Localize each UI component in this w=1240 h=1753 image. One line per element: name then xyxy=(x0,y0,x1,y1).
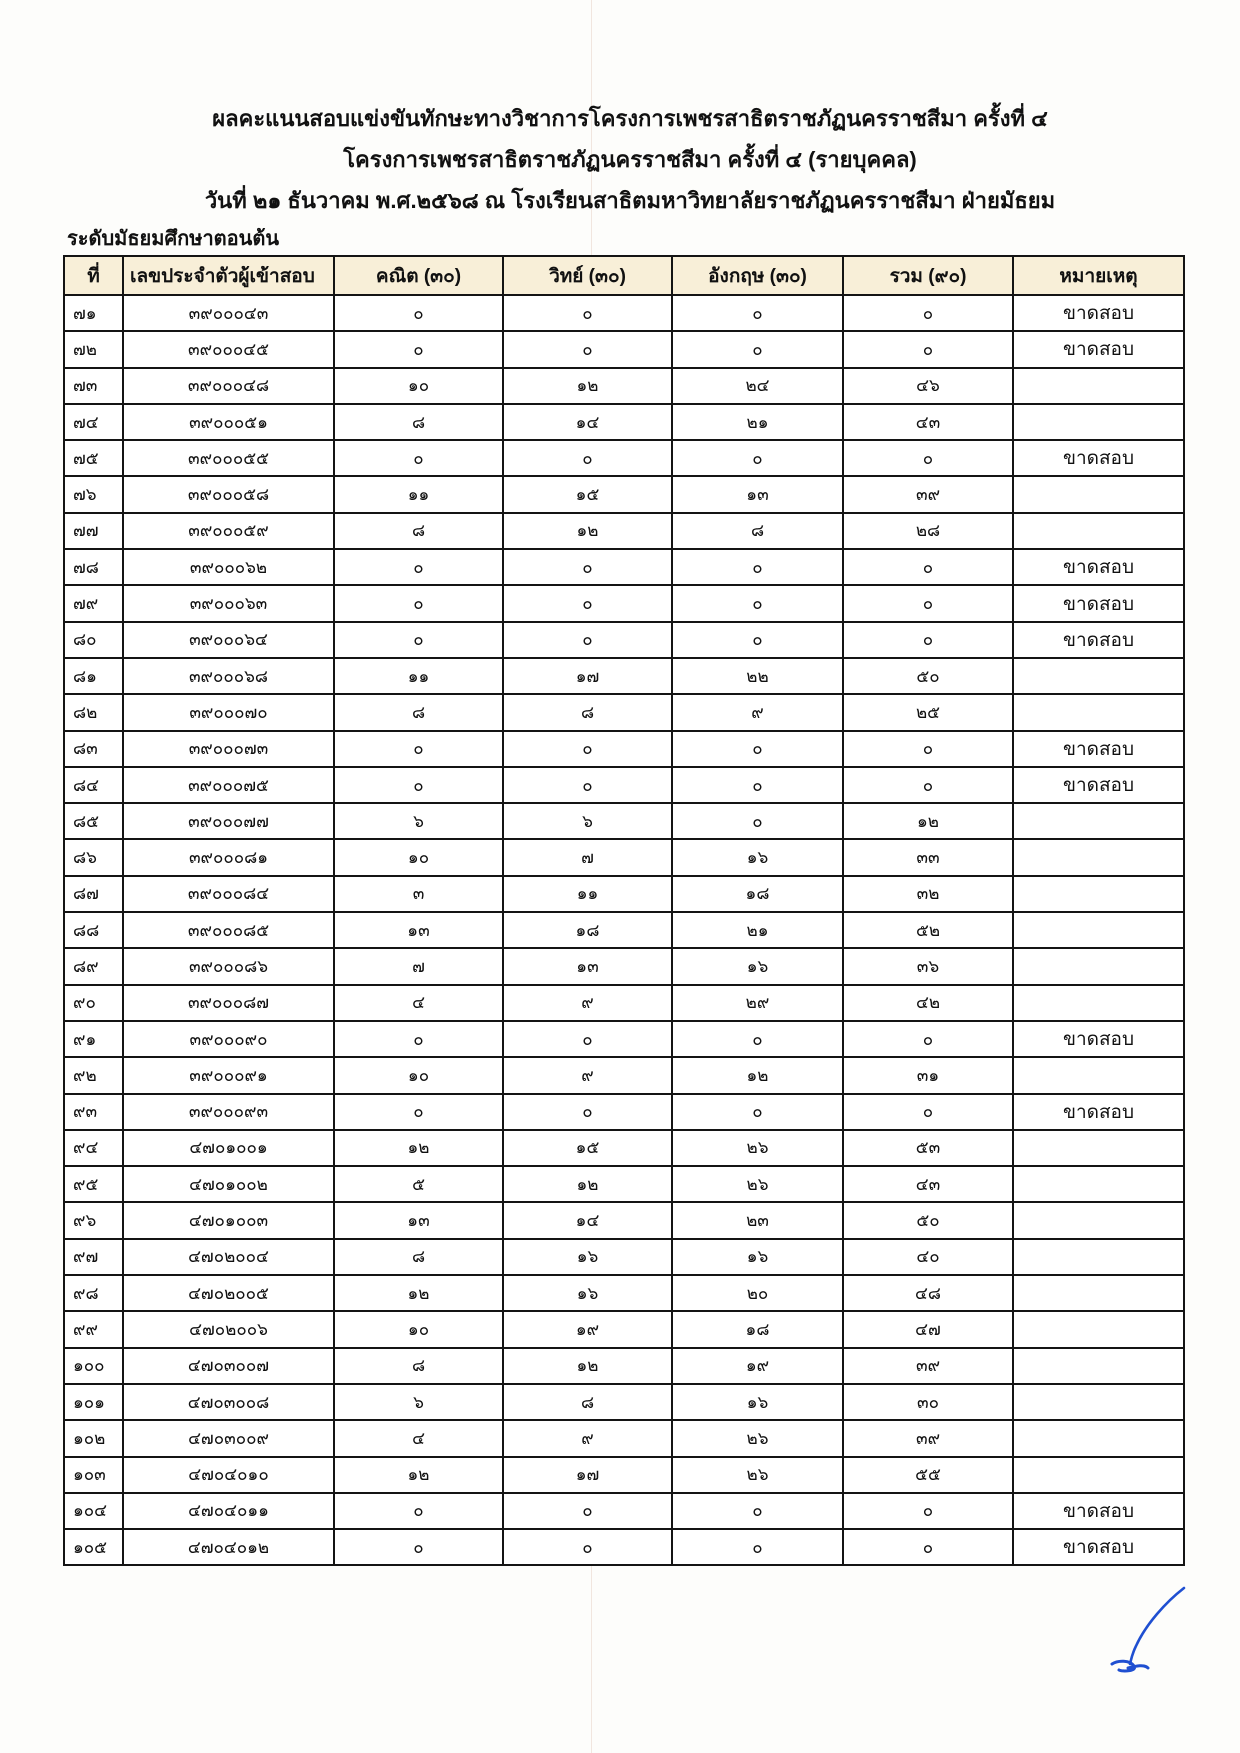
cell-total: ๒๘ xyxy=(843,513,1013,549)
cell-exam-id: ๔๗๐๓๐๐๙ xyxy=(123,1420,334,1456)
table-row xyxy=(64,985,1184,1021)
cell-exam-id: ๓๙๐๐๐๔๓ xyxy=(123,295,334,331)
table-row xyxy=(64,295,1184,331)
cell-no: ๙๘ xyxy=(64,1275,123,1311)
cell-math: ๑๒ xyxy=(334,1457,503,1493)
cell-math: ๔ xyxy=(334,985,503,1021)
cell-remark xyxy=(1013,694,1184,730)
cell-no: ๗๒ xyxy=(64,331,123,367)
cell-exam-id: ๓๙๐๐๐๙๓ xyxy=(123,1094,334,1130)
cell-total: ๕๓ xyxy=(843,1130,1013,1166)
cell-total: ๐ xyxy=(843,622,1013,658)
table-row xyxy=(64,1348,1184,1384)
cell-remark xyxy=(1013,1457,1184,1493)
cell-math: ๑๐ xyxy=(334,1057,503,1093)
cell-english: ๑๙ xyxy=(672,1348,843,1384)
cell-remark: ขาดสอบ xyxy=(1013,622,1184,658)
cell-science: ๑๕ xyxy=(503,476,672,512)
cell-total: ๕๒ xyxy=(843,912,1013,948)
cell-math: ๘ xyxy=(334,513,503,549)
cell-no: ๗๕ xyxy=(64,440,123,476)
cell-remark: ขาดสอบ xyxy=(1013,1094,1184,1130)
cell-total: ๐ xyxy=(843,1094,1013,1130)
cell-science: ๑๒ xyxy=(503,1166,672,1202)
cell-english: ๐ xyxy=(672,440,843,476)
cell-science: ๐ xyxy=(503,440,672,476)
column-header-no: ที่ xyxy=(64,256,123,295)
cell-no: ๗๙ xyxy=(64,585,123,621)
cell-math: ๐ xyxy=(334,731,503,767)
cell-total: ๕๐ xyxy=(843,1202,1013,1238)
cell-remark xyxy=(1013,948,1184,984)
cell-no: ๗๘ xyxy=(64,549,123,585)
cell-no: ๑๐๑ xyxy=(64,1384,123,1420)
cell-no: ๑๐๒ xyxy=(64,1420,123,1456)
cell-remark xyxy=(1013,1130,1184,1166)
cell-science: ๑๖ xyxy=(503,1275,672,1311)
cell-exam-id: ๓๙๐๐๐๗๓ xyxy=(123,731,334,767)
table-row xyxy=(64,1493,1184,1529)
cell-math: ๖ xyxy=(334,1384,503,1420)
cell-science: ๑๑ xyxy=(503,876,672,912)
cell-exam-id: ๓๙๐๐๐๘๑ xyxy=(123,839,334,875)
table-row xyxy=(64,513,1184,549)
cell-science: ๖ xyxy=(503,803,672,839)
cell-science: ๑๗ xyxy=(503,1457,672,1493)
cell-english: ๒๓ xyxy=(672,1202,843,1238)
table-row xyxy=(64,476,1184,512)
cell-exam-id: ๔๗๐๔๐๑๑ xyxy=(123,1493,334,1529)
cell-remark xyxy=(1013,912,1184,948)
cell-english: ๒๖ xyxy=(672,1457,843,1493)
column-header-english: อังกฤษ (๓๐) xyxy=(672,256,843,295)
cell-total: ๐ xyxy=(843,1021,1013,1057)
table-row xyxy=(64,331,1184,367)
cell-exam-id: ๓๙๐๐๐๗๗ xyxy=(123,803,334,839)
cell-math: ๘ xyxy=(334,694,503,730)
cell-total: ๓๓ xyxy=(843,839,1013,875)
cell-total: ๐ xyxy=(843,767,1013,803)
table-row xyxy=(64,368,1184,404)
table-row xyxy=(64,440,1184,476)
cell-science: ๙ xyxy=(503,1057,672,1093)
cell-exam-id: ๔๗๐๑๐๐๓ xyxy=(123,1202,334,1238)
cell-remark: ขาดสอบ xyxy=(1013,1021,1184,1057)
table-row xyxy=(64,912,1184,948)
cell-remark xyxy=(1013,985,1184,1021)
cell-exam-id: ๓๙๐๐๐๖๓ xyxy=(123,585,334,621)
cell-science: ๐ xyxy=(503,331,672,367)
cell-math: ๕ xyxy=(334,1166,503,1202)
cell-no: ๙๙ xyxy=(64,1311,123,1347)
cell-math: ๐ xyxy=(334,622,503,658)
cell-remark: ขาดสอบ xyxy=(1013,585,1184,621)
cell-math: ๑๐ xyxy=(334,839,503,875)
cell-english: ๒๐ xyxy=(672,1275,843,1311)
cell-total: ๐ xyxy=(843,585,1013,621)
cell-total: ๓๐ xyxy=(843,1384,1013,1420)
cell-english: ๙ xyxy=(672,694,843,730)
cell-english: ๐ xyxy=(672,622,843,658)
table-row xyxy=(64,1420,1184,1456)
cell-science: ๙ xyxy=(503,985,672,1021)
cell-english: ๒๑ xyxy=(672,404,843,440)
column-header-science: วิทย์ (๓๐) xyxy=(503,256,672,295)
cell-remark xyxy=(1013,368,1184,404)
cell-total: ๐ xyxy=(843,331,1013,367)
cell-exam-id: ๔๗๐๒๐๐๔ xyxy=(123,1239,334,1275)
column-header-remark: หมายเหตุ xyxy=(1013,256,1184,295)
cell-total: ๑๒ xyxy=(843,803,1013,839)
cell-exam-id: ๔๗๐๔๐๑๒ xyxy=(123,1529,334,1565)
cell-total: ๐ xyxy=(843,549,1013,585)
cell-no: ๙๑ xyxy=(64,1021,123,1057)
cell-english: ๒๖ xyxy=(672,1130,843,1166)
cell-remark xyxy=(1013,1166,1184,1202)
signature-icon xyxy=(1100,1580,1190,1675)
table-row xyxy=(64,876,1184,912)
cell-english: ๑๒ xyxy=(672,1057,843,1093)
cell-exam-id: ๓๙๐๐๐๔๕ xyxy=(123,331,334,367)
cell-no: ๘๗ xyxy=(64,876,123,912)
cell-math: ๑๓ xyxy=(334,1202,503,1238)
cell-science: ๑๙ xyxy=(503,1311,672,1347)
cell-total: ๔๓ xyxy=(843,1166,1013,1202)
cell-remark: ขาดสอบ xyxy=(1013,331,1184,367)
cell-no: ๑๐๕ xyxy=(64,1529,123,1565)
cell-math: ๑๒ xyxy=(334,1130,503,1166)
cell-no: ๘๖ xyxy=(64,839,123,875)
cell-no: ๘๑ xyxy=(64,658,123,694)
cell-math: ๐ xyxy=(334,1021,503,1057)
cell-english: ๑๖ xyxy=(672,948,843,984)
section-label: ระดับมัธยมศึกษาตอนต้น xyxy=(67,228,280,250)
cell-math: ๘ xyxy=(334,1239,503,1275)
cell-english: ๐ xyxy=(672,331,843,367)
cell-english: ๐ xyxy=(672,1493,843,1529)
cell-remark xyxy=(1013,476,1184,512)
cell-exam-id: ๔๗๐๑๐๐๒ xyxy=(123,1166,334,1202)
table-row xyxy=(64,658,1184,694)
cell-math: ๑๑ xyxy=(334,658,503,694)
document-header xyxy=(0,98,1240,221)
cell-english: ๐ xyxy=(672,767,843,803)
cell-no: ๗๑ xyxy=(64,295,123,331)
cell-total: ๓๒ xyxy=(843,876,1013,912)
cell-science: ๙ xyxy=(503,1420,672,1456)
cell-total: ๔๒ xyxy=(843,985,1013,1021)
cell-math: ๐ xyxy=(334,585,503,621)
cell-no: ๑๐๔ xyxy=(64,1493,123,1529)
cell-no: ๗๔ xyxy=(64,404,123,440)
cell-math: ๑๒ xyxy=(334,1275,503,1311)
table-row xyxy=(64,839,1184,875)
cell-science: ๐ xyxy=(503,622,672,658)
table-row xyxy=(64,622,1184,658)
cell-math: ๐ xyxy=(334,331,503,367)
cell-remark xyxy=(1013,513,1184,549)
cell-total: ๓๖ xyxy=(843,948,1013,984)
cell-total: ๓๙ xyxy=(843,1420,1013,1456)
cell-science: ๐ xyxy=(503,731,672,767)
cell-exam-id: ๔๗๐๑๐๐๑ xyxy=(123,1130,334,1166)
cell-science: ๐ xyxy=(503,295,672,331)
cell-no: ๗๓ xyxy=(64,368,123,404)
cell-total: ๔๘ xyxy=(843,1275,1013,1311)
cell-no: ๙๒ xyxy=(64,1057,123,1093)
cell-no: ๙๗ xyxy=(64,1239,123,1275)
cell-total: ๓๑ xyxy=(843,1057,1013,1093)
cell-exam-id: ๔๗๐๒๐๐๖ xyxy=(123,1311,334,1347)
cell-math: ๑๑ xyxy=(334,476,503,512)
score-table-body xyxy=(64,295,1184,1565)
cell-exam-id: ๓๙๐๐๐๘๕ xyxy=(123,912,334,948)
cell-no: ๘๒ xyxy=(64,694,123,730)
cell-english: ๑๘ xyxy=(672,1311,843,1347)
cell-exam-id: ๓๙๐๐๐๔๘ xyxy=(123,368,334,404)
cell-exam-id: ๓๙๐๐๐๙๑ xyxy=(123,1057,334,1093)
cell-english: ๒๙ xyxy=(672,985,843,1021)
cell-remark: ขาดสอบ xyxy=(1013,1529,1184,1565)
cell-remark xyxy=(1013,1202,1184,1238)
cell-remark xyxy=(1013,658,1184,694)
cell-english: ๐ xyxy=(672,1021,843,1057)
table-row xyxy=(64,1166,1184,1202)
cell-science: ๗ xyxy=(503,839,672,875)
cell-english: ๐ xyxy=(672,585,843,621)
cell-math: ๘ xyxy=(334,1348,503,1384)
cell-no: ๘๘ xyxy=(64,912,123,948)
cell-no: ๘๐ xyxy=(64,622,123,658)
score-table xyxy=(63,255,1185,1566)
cell-science: ๑๒ xyxy=(503,368,672,404)
cell-exam-id: ๓๙๐๐๐๖๒ xyxy=(123,549,334,585)
cell-english: ๐ xyxy=(672,731,843,767)
cell-no: ๑๐๓ xyxy=(64,1457,123,1493)
cell-exam-id: ๓๙๐๐๐๗๕ xyxy=(123,767,334,803)
cell-science: ๐ xyxy=(503,1529,672,1565)
cell-exam-id: ๓๙๐๐๐๖๘ xyxy=(123,658,334,694)
cell-exam-id: ๓๙๐๐๐๕๕ xyxy=(123,440,334,476)
cell-remark xyxy=(1013,876,1184,912)
cell-exam-id: ๔๗๐๔๐๑๐ xyxy=(123,1457,334,1493)
cell-total: ๐ xyxy=(843,1529,1013,1565)
cell-exam-id: ๓๙๐๐๐๘๔ xyxy=(123,876,334,912)
cell-no: ๙๓ xyxy=(64,1094,123,1130)
cell-science: ๐ xyxy=(503,1021,672,1057)
cell-total: ๔๓ xyxy=(843,404,1013,440)
cell-english: ๒๑ xyxy=(672,912,843,948)
table-row xyxy=(64,1057,1184,1093)
cell-math: ๔ xyxy=(334,1420,503,1456)
cell-english: ๐ xyxy=(672,1094,843,1130)
cell-total: ๒๕ xyxy=(843,694,1013,730)
table-row xyxy=(64,767,1184,803)
cell-english: ๐ xyxy=(672,295,843,331)
cell-no: ๙๕ xyxy=(64,1166,123,1202)
cell-no: ๘๔ xyxy=(64,767,123,803)
cell-exam-id: ๓๙๐๐๐๙๐ xyxy=(123,1021,334,1057)
cell-no: ๘๙ xyxy=(64,948,123,984)
cell-english: ๐ xyxy=(672,1529,843,1565)
cell-remark xyxy=(1013,839,1184,875)
cell-science: ๑๕ xyxy=(503,1130,672,1166)
cell-science: ๑๒ xyxy=(503,513,672,549)
cell-exam-id: ๓๙๐๐๐๕๙ xyxy=(123,513,334,549)
cell-no: ๙๔ xyxy=(64,1130,123,1166)
cell-math: ๓ xyxy=(334,876,503,912)
cell-english: ๑๓ xyxy=(672,476,843,512)
cell-english: ๒๖ xyxy=(672,1420,843,1456)
cell-remark xyxy=(1013,1348,1184,1384)
cell-english: ๑๖ xyxy=(672,839,843,875)
cell-math: ๐ xyxy=(334,1094,503,1130)
column-header-math: คณิต (๓๐) xyxy=(334,256,503,295)
cell-total: ๐ xyxy=(843,295,1013,331)
table-row xyxy=(64,1275,1184,1311)
cell-exam-id: ๓๙๐๐๐๘๗ xyxy=(123,985,334,1021)
cell-no: ๘๓ xyxy=(64,731,123,767)
cell-math: ๐ xyxy=(334,440,503,476)
cell-science: ๘ xyxy=(503,694,672,730)
cell-no: ๑๐๐ xyxy=(64,1348,123,1384)
cell-english: ๒๔ xyxy=(672,368,843,404)
cell-science: ๐ xyxy=(503,1493,672,1529)
table-row xyxy=(64,1457,1184,1493)
table-row xyxy=(64,1311,1184,1347)
cell-no: ๗๗ xyxy=(64,513,123,549)
cell-remark: ขาดสอบ xyxy=(1013,440,1184,476)
cell-total: ๕๐ xyxy=(843,658,1013,694)
cell-math: ๖ xyxy=(334,803,503,839)
cell-remark xyxy=(1013,1057,1184,1093)
cell-exam-id: ๓๙๐๐๐๕๘ xyxy=(123,476,334,512)
column-header-total: รวม (๙๐) xyxy=(843,256,1013,295)
cell-total: ๐ xyxy=(843,1493,1013,1529)
cell-science: ๐ xyxy=(503,767,672,803)
cell-no: ๘๕ xyxy=(64,803,123,839)
table-row xyxy=(64,1202,1184,1238)
cell-english: ๒๒ xyxy=(672,658,843,694)
cell-english: ๐ xyxy=(672,549,843,585)
cell-remark xyxy=(1013,1420,1184,1456)
cell-science: ๑๗ xyxy=(503,658,672,694)
cell-math: ๐ xyxy=(334,295,503,331)
cell-no: ๙๖ xyxy=(64,1202,123,1238)
cell-total: ๔๐ xyxy=(843,1239,1013,1275)
table-row xyxy=(64,731,1184,767)
cell-exam-id: ๓๙๐๐๐๖๔ xyxy=(123,622,334,658)
cell-total: ๓๙ xyxy=(843,1348,1013,1384)
cell-science: ๐ xyxy=(503,585,672,621)
cell-math: ๐ xyxy=(334,1493,503,1529)
cell-exam-id: ๔๗๐๓๐๐๗ xyxy=(123,1348,334,1384)
cell-english: ๑๖ xyxy=(672,1384,843,1420)
cell-math: ๘ xyxy=(334,404,503,440)
cell-science: ๑๓ xyxy=(503,948,672,984)
cell-total: ๔๖ xyxy=(843,368,1013,404)
cell-no: ๙๐ xyxy=(64,985,123,1021)
cell-remark xyxy=(1013,1275,1184,1311)
cell-science: ๑๔ xyxy=(503,1202,672,1238)
cell-science: ๘ xyxy=(503,1384,672,1420)
cell-exam-id: ๔๗๐๓๐๐๘ xyxy=(123,1384,334,1420)
cell-total: ๐ xyxy=(843,731,1013,767)
cell-science: ๑๔ xyxy=(503,404,672,440)
cell-remark xyxy=(1013,803,1184,839)
cell-science: ๑๘ xyxy=(503,912,672,948)
cell-english: ๐ xyxy=(672,803,843,839)
table-row xyxy=(64,1239,1184,1275)
table-row xyxy=(64,1021,1184,1057)
cell-math: ๐ xyxy=(334,549,503,585)
cell-no: ๗๖ xyxy=(64,476,123,512)
cell-math: ๑๐ xyxy=(334,368,503,404)
table-row xyxy=(64,1130,1184,1166)
document-subtitle: โครงการเพชรสาธิตราชภัฏนครราชสีมา ครั้งที่ ๔ (รายบุคคล) xyxy=(343,147,917,172)
cell-science: ๑๖ xyxy=(503,1239,672,1275)
cell-total: ๐ xyxy=(843,440,1013,476)
cell-remark xyxy=(1013,404,1184,440)
cell-remark xyxy=(1013,1239,1184,1275)
table-row xyxy=(64,1529,1184,1565)
cell-english: ๑๘ xyxy=(672,876,843,912)
document-date-venue: วันที่ ๒๑ ธันวาคม พ.ศ.๒๕๖๘ ณ โรงเรียนสาธิตมหาวิทยาลัยราชภัฏนครราชสีมา ฝ่ายมัธยม xyxy=(204,188,1056,213)
cell-remark: ขาดสอบ xyxy=(1013,549,1184,585)
cell-remark xyxy=(1013,1384,1184,1420)
cell-total: ๕๕ xyxy=(843,1457,1013,1493)
cell-math: ๐ xyxy=(334,1529,503,1565)
cell-english: ๘ xyxy=(672,513,843,549)
document-title: ผลคะแนนสอบแข่งขันทักษะทางวิชาการโครงการเพชรสาธิตราชภัฏนครราชสีมา ครั้งที่ ๔ xyxy=(212,106,1048,131)
table-header-row xyxy=(64,256,1184,295)
table-row xyxy=(64,1384,1184,1420)
cell-math: ๑๐ xyxy=(334,1311,503,1347)
cell-remark xyxy=(1013,1311,1184,1347)
cell-english: ๑๖ xyxy=(672,1239,843,1275)
cell-science: ๐ xyxy=(503,549,672,585)
cell-remark: ขาดสอบ xyxy=(1013,1493,1184,1529)
table-row xyxy=(64,694,1184,730)
cell-science: ๑๒ xyxy=(503,1348,672,1384)
cell-math: ๑๓ xyxy=(334,912,503,948)
cell-remark: ขาดสอบ xyxy=(1013,295,1184,331)
cell-exam-id: ๓๙๐๐๐๕๑ xyxy=(123,404,334,440)
table-row xyxy=(64,803,1184,839)
table-row xyxy=(64,948,1184,984)
cell-math: ๐ xyxy=(334,767,503,803)
cell-exam-id: ๓๙๐๐๐๘๖ xyxy=(123,948,334,984)
cell-math: ๗ xyxy=(334,948,503,984)
cell-total: ๔๗ xyxy=(843,1311,1013,1347)
cell-english: ๒๖ xyxy=(672,1166,843,1202)
table-row xyxy=(64,549,1184,585)
cell-exam-id: ๔๗๐๒๐๐๕ xyxy=(123,1275,334,1311)
cell-total: ๓๙ xyxy=(843,476,1013,512)
cell-exam-id: ๓๙๐๐๐๗๐ xyxy=(123,694,334,730)
table-row xyxy=(64,404,1184,440)
cell-remark: ขาดสอบ xyxy=(1013,767,1184,803)
table-row xyxy=(64,585,1184,621)
cell-remark: ขาดสอบ xyxy=(1013,731,1184,767)
cell-science: ๐ xyxy=(503,1094,672,1130)
table-row xyxy=(64,1094,1184,1130)
column-header-exam-id: เลขประจำตัวผู้เข้าสอบ xyxy=(123,256,334,295)
